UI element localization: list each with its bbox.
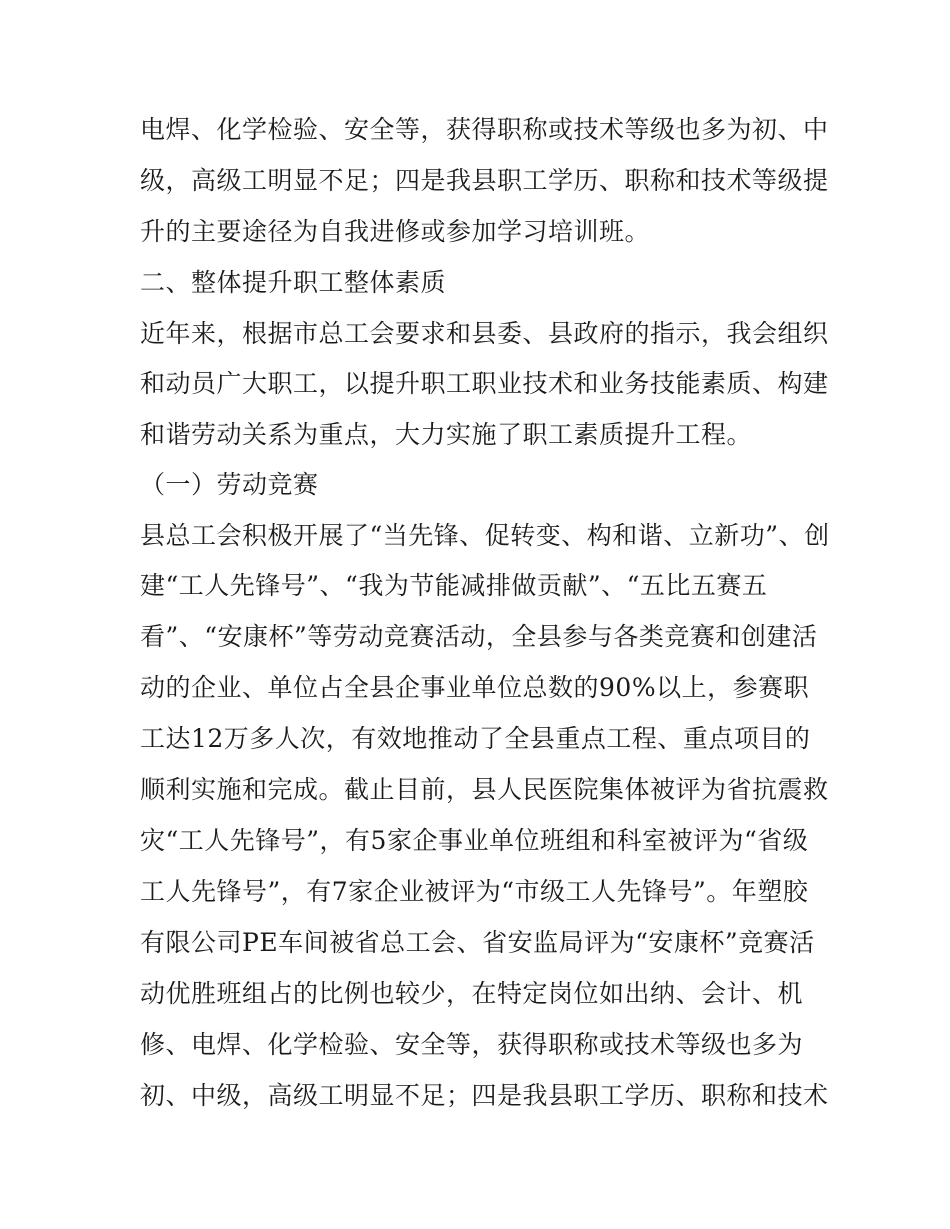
text-line: 工达12万多人次，有效地推动了全县重点工程、重点项目的: [140, 724, 811, 753]
text-line: 和动员广大职工，以提升职工职业技术和业务技能素质、构建: [140, 369, 829, 398]
text-line: 工人先锋号”，有7家企业被评为“市级工人先锋号”。年塑胶: [140, 877, 809, 906]
text-line: 动优胜班组占的比例也较少，在特定岗位如出纳、会计、机: [140, 979, 804, 1008]
text-line: 有限公司PE车间被省总工会、省安监局评为“安康杯”竞赛活: [140, 928, 815, 957]
text-line: 灾“工人先锋号”，有5家企事业单位班组和科室被评为“省级: [140, 826, 809, 855]
text-line: 和谐劳动关系为重点，大力实施了职工素质提升工程。: [140, 420, 753, 449]
text-line: 修、电焊、化学检验、安全等，获得职称或技术等级也多为: [140, 1030, 804, 1059]
text-line: 动的企业、单位占全县企事业单位总数的90%以上，参赛职: [140, 673, 810, 702]
text-line: 级，高级工明显不足；四是我县职工学历、职称和技术等级提: [140, 166, 829, 195]
text-line: 升的主要途径为自我进修或参加学习培训班。: [140, 217, 651, 246]
text-line: 近年来，根据市总工会要求和县委、县政府的指示，我会组织: [140, 319, 829, 348]
text-line: 县总工会积极开展了“当先锋、促转变、构和谐、立新功”、创: [140, 521, 830, 550]
text-line: 电焊、化学检验、安全等，获得职称或技术等级也多为初、中: [140, 115, 829, 144]
subsection-heading: （一）劳动竞赛: [140, 470, 319, 499]
section-heading: 二、整体提升职工整体素质: [140, 268, 447, 297]
text-line: 看”、“安康杯”等劳动竞赛活动，全县参与各类竞赛和创建活: [140, 622, 818, 651]
text-line: 建“工人先锋号”、“我为节能减排做贡献”、“五比五赛五: [140, 571, 768, 600]
text-line: 初、中级，高级工明显不足；四是我县职工学历、职称和技术: [140, 1081, 829, 1110]
text-line: 顺利实施和完成。截止目前，县人民医院集体被评为省抗震救: [140, 775, 829, 804]
